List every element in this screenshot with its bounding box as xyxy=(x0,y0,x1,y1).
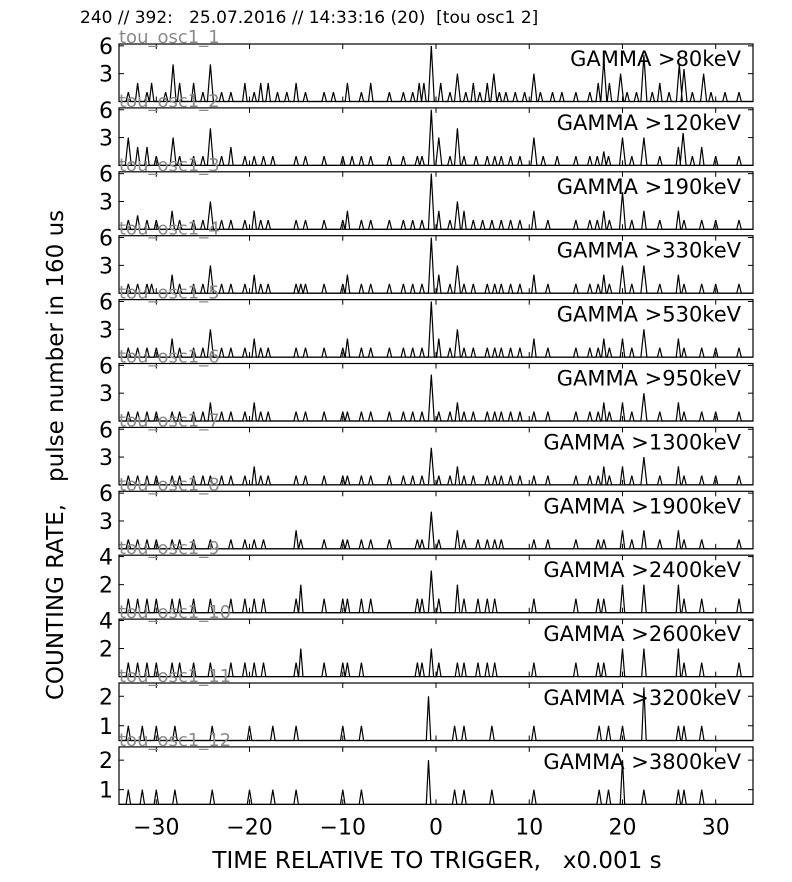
channel-label-2: tou_osc1_2 xyxy=(119,90,220,112)
x-tick-label: 10 xyxy=(515,815,544,841)
channel-label-5: tou_osc1_5 xyxy=(119,282,220,304)
y-tick-label: 1 xyxy=(99,714,113,740)
y-tick-label: 1 xyxy=(99,778,113,804)
channel-label-7: tou_osc1_7 xyxy=(119,410,220,432)
channel-label-3: tou_osc1_3 xyxy=(119,154,220,176)
y-tick-label: 3 xyxy=(99,318,113,344)
y-tick-label: 3 xyxy=(99,509,113,535)
channel-label-6: tou_osc1_6 xyxy=(119,346,220,368)
y-tick-label: 6 xyxy=(99,418,113,444)
panel-label-6: GAMMA >950keV xyxy=(556,366,741,391)
channel-label-9: tou_osc1_9 xyxy=(119,538,220,560)
y-tick-label: 3 xyxy=(99,62,113,88)
x-tick-label: −30 xyxy=(133,815,180,841)
panel-label-4: GAMMA >330keV xyxy=(556,238,741,263)
y-tick-label: 6 xyxy=(99,226,113,252)
y-tick-label: 4 xyxy=(99,545,113,571)
y-tick-label: 2 xyxy=(99,749,113,775)
panel-label-8: GAMMA >1900keV xyxy=(543,494,741,519)
y-tick-label: 6 xyxy=(99,98,113,124)
panel-label-12: GAMMA >3800keV xyxy=(543,749,741,774)
y-tick-label: 6 xyxy=(99,354,113,380)
panel-label-5: GAMMA >530keV xyxy=(556,302,741,327)
y-tick-label: 3 xyxy=(99,382,113,408)
y-tick-label: 2 xyxy=(99,685,113,711)
y-tick-label: 2 xyxy=(99,637,113,663)
channel-label-4: tou_osc1_4 xyxy=(119,218,220,240)
panel-label-7: GAMMA >1300keV xyxy=(543,430,741,455)
x-tick-label: 20 xyxy=(608,815,637,841)
y-tick-label: 4 xyxy=(99,609,113,635)
y-tick-label: 6 xyxy=(99,482,113,508)
panel-label-3: GAMMA >190keV xyxy=(556,174,741,199)
x-tick-label: 0 xyxy=(429,815,443,841)
y-tick-label: 6 xyxy=(99,290,113,316)
panel-label-2: GAMMA >120keV xyxy=(556,110,741,135)
panel-label-9: GAMMA >2400keV xyxy=(543,558,741,583)
x-tick-label: 30 xyxy=(701,815,730,841)
chart-header: 240 // 392: 25.07.2016 // 14:33:16 (20) [tou osc1 2] xyxy=(80,8,539,28)
y-tick-label: 6 xyxy=(99,34,113,60)
channel-label-8: tou_osc1_8 xyxy=(119,474,220,496)
panel-label-10: GAMMA >2600keV xyxy=(543,622,741,647)
channel-label-10: tou_osc1_10 xyxy=(119,602,232,624)
channel-label-1: tou_osc1_1 xyxy=(119,27,220,48)
y-tick-label: 2 xyxy=(99,573,113,599)
y-axis-label: COUNTING RATE, pulse number in 160 us xyxy=(43,209,69,701)
panel-label-1: GAMMA >80keV xyxy=(570,47,741,71)
y-tick-label: 3 xyxy=(99,190,113,216)
y-tick-label: 3 xyxy=(99,446,113,472)
channel-label-11: tou_osc1_11 xyxy=(119,666,232,687)
x-tick-label: −10 xyxy=(319,815,366,841)
y-tick-label: 3 xyxy=(99,254,113,280)
panel-label-11: GAMMA >3200keV xyxy=(543,686,741,710)
x-tick-label: −20 xyxy=(226,815,273,841)
y-tick-label: 6 xyxy=(99,162,113,188)
channel-label-12: tou_osc1_12 xyxy=(119,729,232,751)
y-tick-label: 3 xyxy=(99,126,113,152)
x-axis-label: TIME RELATIVE TO TRIGGER, x0.001 s xyxy=(212,848,662,874)
